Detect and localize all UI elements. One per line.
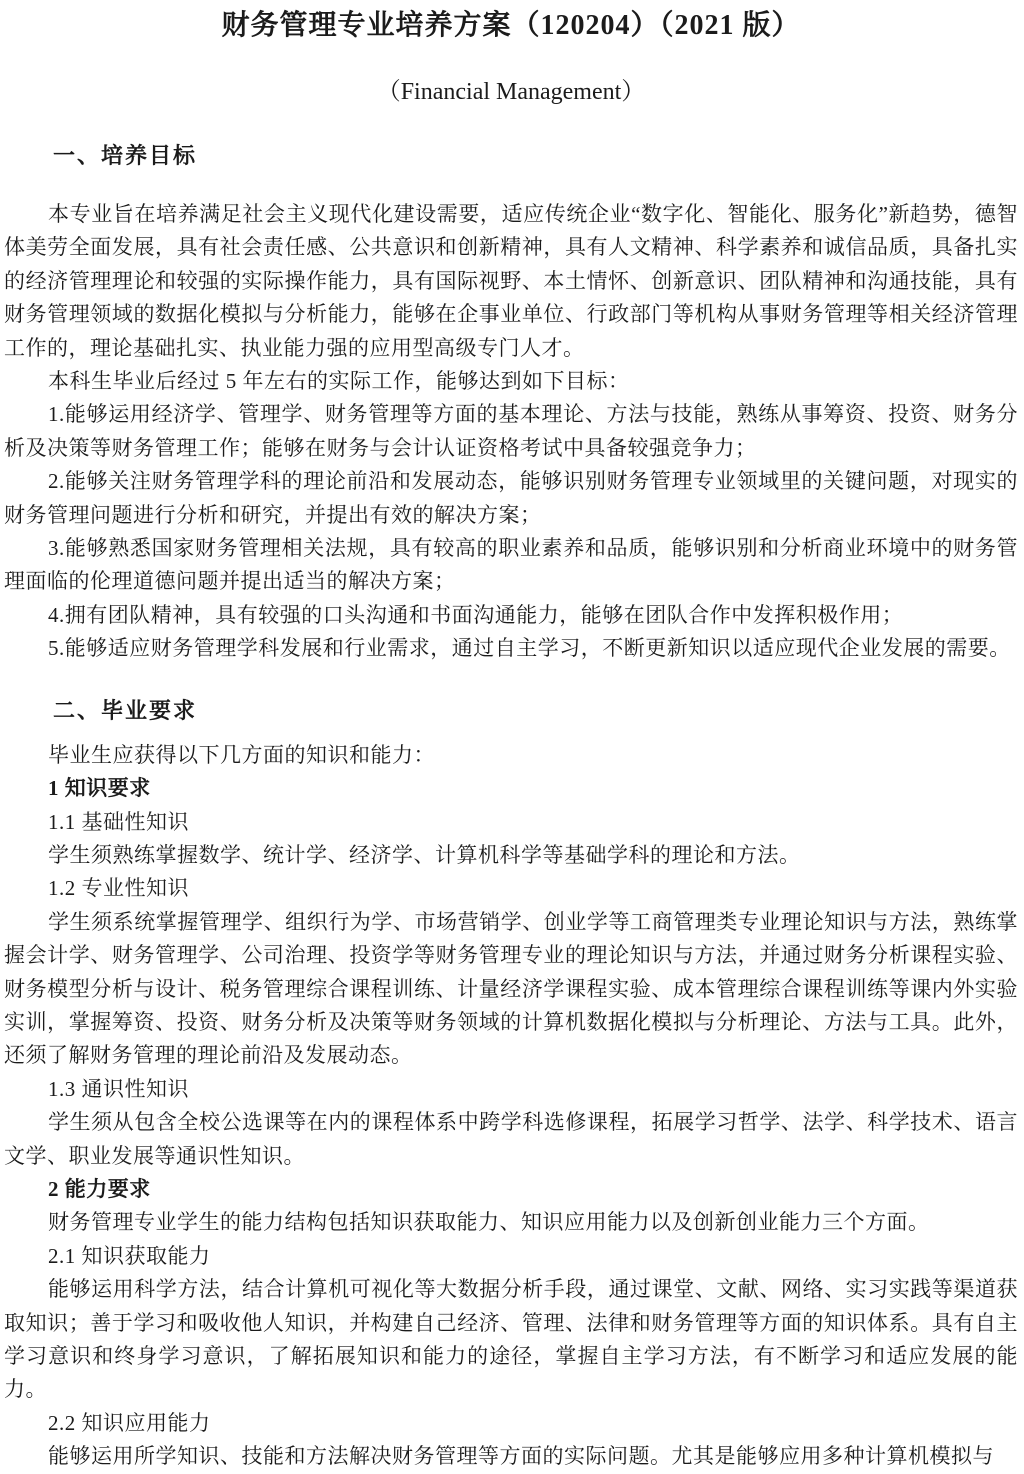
paragraph: 3.能够熟悉国家财务管理相关法规，具有较高的职业素养和品质，能够识别和分析商业环境中的财务管理面临的伦理道德问题并提出适当的解决方案； [4,536,1018,594]
paragraph: 毕业生应获得以下几方面的知识和能力： [48,742,435,767]
paragraph: 1.1 基础性知识 [48,809,189,834]
subheading: 2 能力要求 [48,1176,151,1201]
paragraph: 1.能够运用经济学、管理学、财务管理等方面的基本理论、方法与技能，熟练从事筹资、投资、财务分析及决策等财务管理工作；能够在财务与会计认证资格考试中具备较强竞争力； [4,402,1018,460]
paragraph: 本科生毕业后经过 5 年左右的实际工作，能够达到如下目标： [48,369,630,394]
paragraph: 2.1 知识获取能力 [48,1243,211,1268]
paragraph: 能够运用科学方法，结合计算机可视化等大数据分析手段，通过课堂、文献、网络、实习实践等渠道获取知识；善于学习和吸收他人知识，并构建自己经济、管理、法律和财务管理等方面的知识体系。具有自主学习意识和终身学习意识，了解拓展知识和能力的途径，掌握自主学习方法，有不断学习和适应发展的能力。 [4,1277,1018,1402]
paragraph: 4.拥有团队精神，具有较强的口头沟通和书面沟通能力，能够在团队合作中发挥积极作用； [48,602,904,627]
document-subtitle: （Financial Management） [376,79,646,105]
paragraph: 1.3 通识性知识 [48,1076,189,1101]
document-body [4,144,1018,1474]
paragraph: 学生须熟练掌握数学、统计学、经济学、计算机科学等基础学科的理论和方法。 [48,842,801,867]
paragraph: 能够运用所学知识、技能和方法解决财务管理等方面的实际问题。尤其是能够应用多种计算机模拟与 [48,1444,994,1469]
paragraph: 2.能够关注财务管理学科的理论前沿和发展动态，能够识别财务管理专业领域里的关键问题，对现实的财务管理问题进行分析和研究，并提出有效的解决方案； [4,469,1018,527]
paragraph: 5.能够适应财务管理学科发展和行业需求，通过自主学习，不断更新知识以适应现代企业发展的需要。 [48,636,1011,661]
document-title: 财务管理专业培养方案（120204）（2021 版） [221,10,801,41]
paragraph: 2.2 知识应用能力 [48,1410,211,1435]
paragraph: 财务管理专业学生的能力结构包括知识获取能力、知识应用能力以及创新创业能力三个方面。 [48,1210,930,1235]
paragraph: 学生须从包含全校公选课等在内的课程体系中跨学科选修课程，拓展学习哲学、法学、科学技术、语言文学、职业发展等通识性知识。 [4,1110,1018,1168]
paragraph: 学生须系统掌握管理学、组织行为学、市场营销学、创业学等工商管理类专业理论知识与方法，熟练掌握会计学、财务管理学、公司治理、投资学等财务管理专业的理论知识与方法，并通过财务分析课程实验、财务模型分析与设计、税务管理综合课程训练、计量经济学课程实验、成本管理综合课程训练等课内外实验实训，掌握筹资、投资、财务分析及决策等财务领域的计算机数据化模拟与分析理论、方法与工具。此外，还须了解财务管理的理论前沿及发展动态。 [4,909,1018,1068]
subheading: 1 知识要求 [48,776,151,801]
paragraph: 1.2 专业性知识 [48,876,189,901]
paragraph: 本专业旨在培养满足社会主义现代化建设需要，适应传统企业“数字化、智能化、服务化”新趋势，德智体美劳全面发展，具有社会责任感、公共意识和创新精神，具有人文精神、科学素养和诚信品质，具备扎实的经济管理理论和较强的实际操作能力，具有国际视野、本土情怀、创新意识、团队精神和沟通技能，具有财务管理领域的数据化模拟与分析能力，能够在企事业单位、行政部门等机构从事财务管理等相关经济管理工作的，理论基础扎实、执业能力强的应用型高级专门人才。 [4,202,1018,360]
section-heading-2: 二、毕业要求 [53,697,198,723]
section-heading-1: 一、培养目标 [53,143,198,168]
